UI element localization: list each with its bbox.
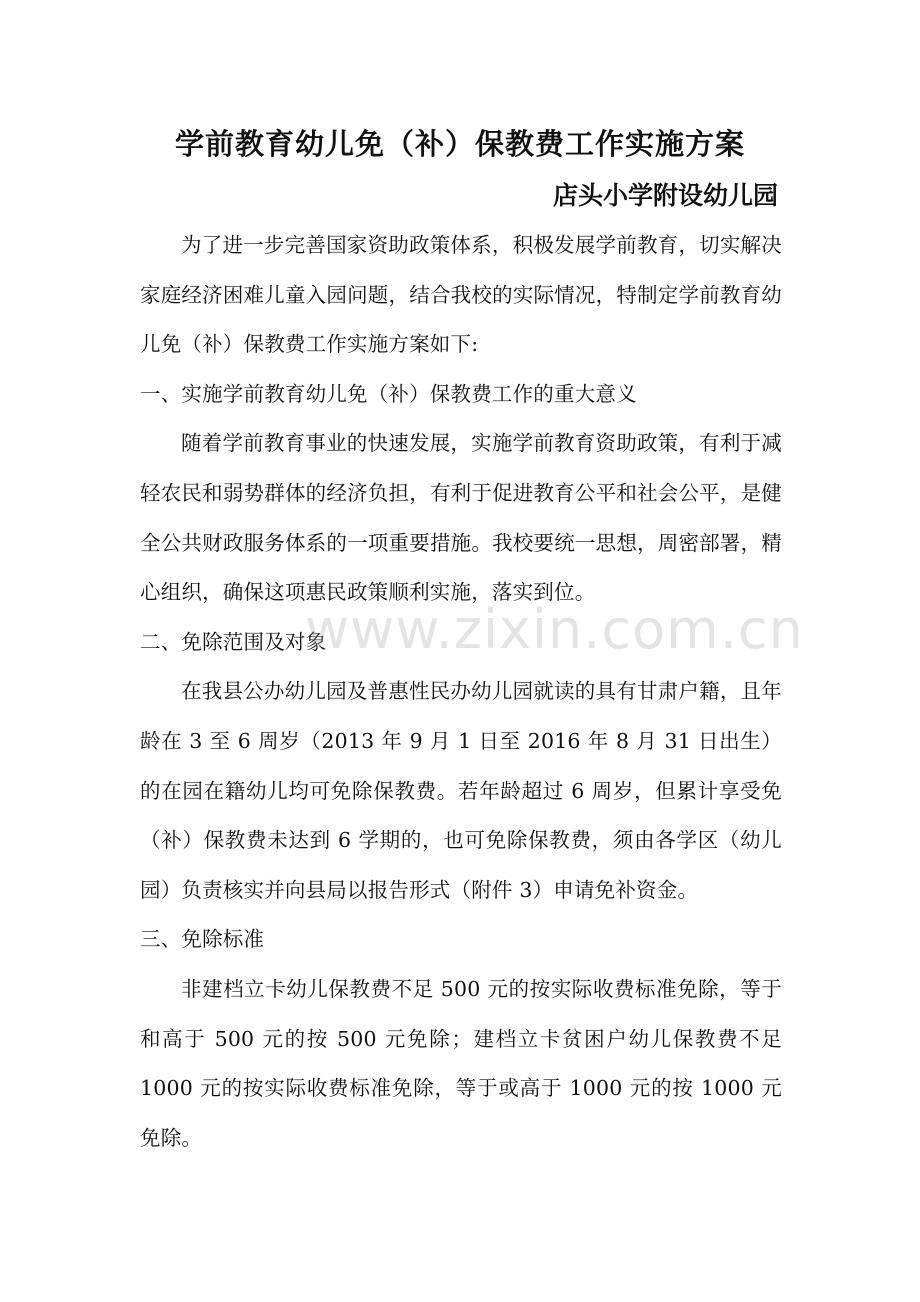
section-body-3: 非建档立卡幼儿保教费不足 500 元的按实际收费标准免除，等于和高于 500 元的按 500 元免除；建档立卡贫困户幼儿保教费不足 1000 元的按实际收费标准免除，等于或高于 1000 元的按 1000 元免除。 <box>140 976 782 1150</box>
section-body-2: 在我县公办幼儿园及普惠性民办幼儿园就读的具有甘肃户籍，且年龄在 3 至 6 周岁（2013 年 9 月 1 日至 2016 年 8 月 31 日出生）的在园在籍幼儿均可免除保教费。若年龄超过 6 周岁，但累计享受免（补）保教费未达到 6 学期的，也可免除保教费，须由各学区（幼儿园）负责核实并向县局以报告形式（附件 3）申请免补资金。 <box>140 679 782 902</box>
watermark: www.zixin.com.cn <box>305 598 804 661</box>
document-subtitle: 店头小学附设幼儿园 <box>552 181 778 210</box>
document-title: 学前教育幼儿免（补）保教费工作实施方案 <box>174 127 745 161</box>
section-heading-2: 二、免除范围及对象 <box>140 629 327 654</box>
section-body-1: 随着学前教育事业的快速发展，实施学前教育资助政策，有利于减轻农民和弱势群体的经济负担，有利于促进教育公平和社会公平，是健全公共财政服务体系的一项重要措施。我校要统一思想，周密部署，精心组织，确保这项惠民政策顺利实施，落实到位。 <box>140 431 782 605</box>
intro-paragraph: 为了进一步完善国家资助政策体系，积极发展学前教育，切实解决家庭经济困难儿童入园问题，结合我校的实际情况，特制定学前教育幼儿免（补）保教费工作实施方案如下: <box>140 233 782 357</box>
document-body <box>140 221 782 1163</box>
section-heading-3: 三、免除标准 <box>140 927 265 952</box>
section-heading-1: 一、实施学前教育幼儿免（补）保教费工作的重大意义 <box>140 381 637 406</box>
